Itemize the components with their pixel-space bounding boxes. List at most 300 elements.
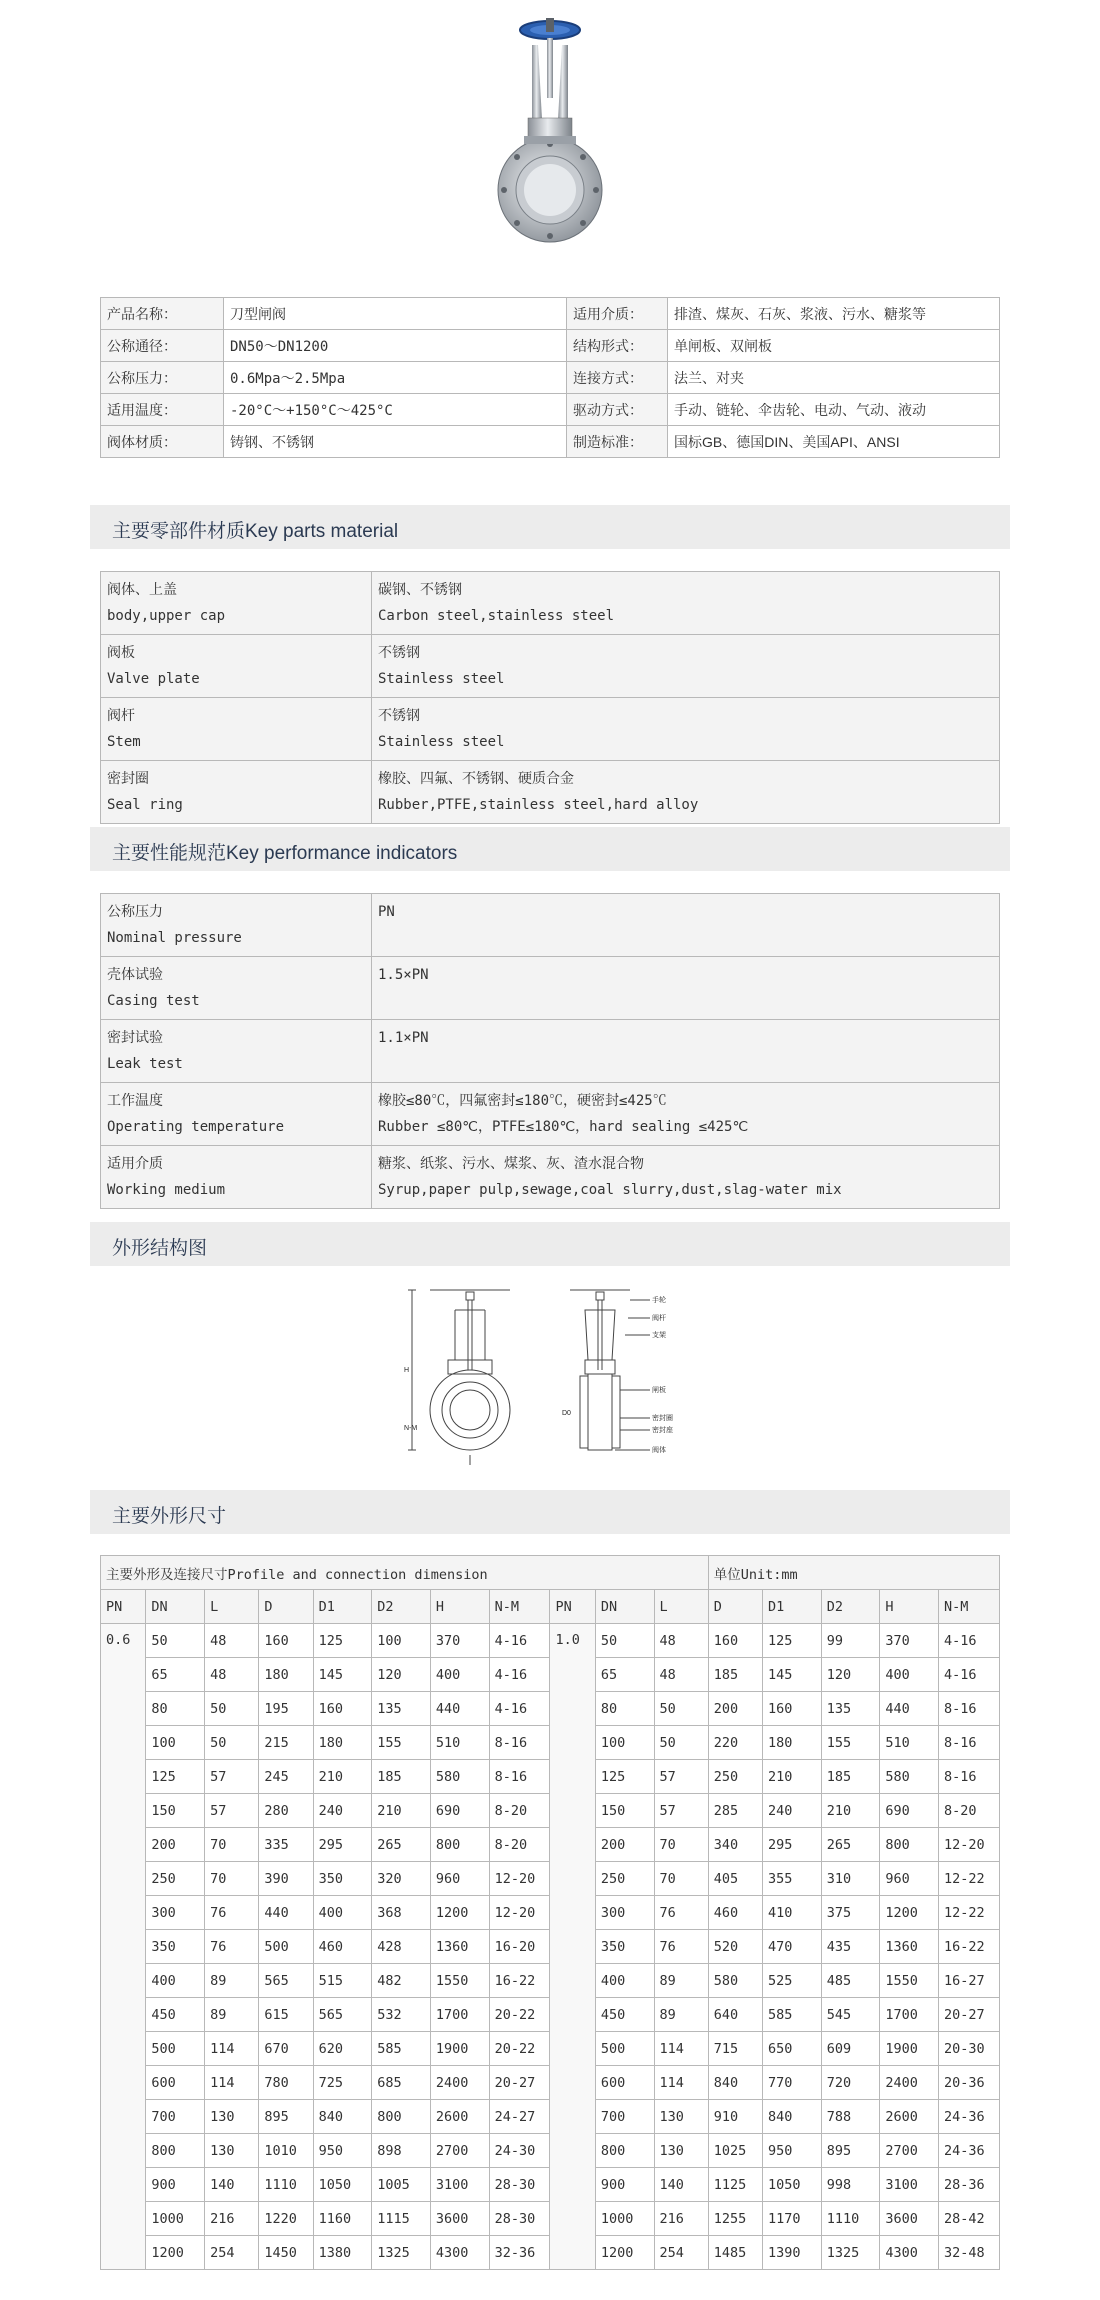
dimension-cell: 910 <box>708 2100 762 2134</box>
dimension-cell: 160 <box>763 1692 822 1726</box>
performance-label-cell <box>101 957 372 1020</box>
spec-label: 连接方式： <box>567 362 668 394</box>
dimension-cell: 4300 <box>430 2236 489 2270</box>
materials-label-en: body,upper cap <box>107 608 226 624</box>
table-row <box>101 298 1000 330</box>
dimension-cell: 216 <box>205 2202 259 2236</box>
dimension-cell: 8-16 <box>939 1726 1000 1760</box>
dimension-cell: 450 <box>595 1998 654 2032</box>
dimension-cell: 895 <box>259 2100 313 2134</box>
performance-label-zh: 工作温度 <box>107 1093 163 1109</box>
dimension-cell: 500 <box>146 2032 205 2066</box>
dimension-cell: 195 <box>259 1692 313 1726</box>
dimension-cell: 1200 <box>880 1896 939 1930</box>
dimension-cell: 32-48 <box>939 2236 1000 2270</box>
pn-cell: 1.0 <box>550 1624 595 2270</box>
dimension-cell: 4-16 <box>489 1624 550 1658</box>
section-title: 外形结构图 <box>112 1238 208 1259</box>
dimension-cell: 1485 <box>708 2236 762 2270</box>
dimension-cell: 114 <box>654 2032 708 2066</box>
dimension-cell: 1005 <box>372 2168 431 2202</box>
dimension-cell: 140 <box>205 2168 259 2202</box>
dimension-cell: 1125 <box>708 2168 762 2202</box>
dimension-cell: 285 <box>708 1794 762 1828</box>
dimension-cell: 515 <box>313 1964 372 1998</box>
performance-value-zh: 1.1×PN <box>378 1030 429 1046</box>
dimension-cell: 65 <box>595 1658 654 1692</box>
spec-label: 产品名称： <box>101 298 224 330</box>
performance-label-cell <box>101 1146 372 1209</box>
dimension-cell: 8-16 <box>939 1692 1000 1726</box>
dimension-cell: 50 <box>654 1692 708 1726</box>
spec-value: 国标GB、德国DIN、美国API、ANSI <box>668 426 1000 458</box>
performance-value-cell <box>372 1083 1000 1146</box>
dimension-cell: 254 <box>205 2236 259 2270</box>
column-header: N-M <box>939 1590 1000 1624</box>
dimension-cell: 640 <box>708 1998 762 2032</box>
part-label-bracket: 支架 <box>652 1332 666 1339</box>
dimension-cell: 4-16 <box>489 1658 550 1692</box>
dimension-cell: 160 <box>313 1692 372 1726</box>
dimension-cell: 8-20 <box>489 1828 550 1862</box>
column-header: D1 <box>763 1590 822 1624</box>
spec-value: 单闸板、双闸板 <box>668 330 1000 362</box>
dimension-cell: 355 <box>763 1862 822 1896</box>
dimension-cell: 130 <box>205 2100 259 2134</box>
materials-value-en: Stainless steel <box>378 671 505 687</box>
materials-label-cell <box>101 635 372 698</box>
dimension-cell: 2400 <box>880 2066 939 2100</box>
dimension-cell: 8-16 <box>939 1760 1000 1794</box>
dimension-cell: 155 <box>821 1726 880 1760</box>
dimension-cell: 28-42 <box>939 2202 1000 2236</box>
section-title: 主要零部件材质Key parts material <box>112 521 399 542</box>
dimension-cell: 125 <box>763 1624 822 1658</box>
performance-label-cell <box>101 1020 372 1083</box>
dimension-cell: 20-27 <box>939 1998 1000 2032</box>
dimension-cell: 76 <box>654 1896 708 1930</box>
spec-value: DN50～DN1200 <box>224 330 567 362</box>
dimension-cell: 350 <box>146 1930 205 1964</box>
column-header: D2 <box>372 1590 431 1624</box>
dimension-cell: 520 <box>708 1930 762 1964</box>
table-row <box>101 957 1000 1020</box>
dimension-cell: 89 <box>205 1964 259 1998</box>
spec-label: 公称压力： <box>101 362 224 394</box>
dimension-cell: 250 <box>595 1862 654 1896</box>
dimension-cell: 20-36 <box>939 2066 1000 2100</box>
dimension-cell: 1200 <box>430 1896 489 1930</box>
dimension-cell: 1200 <box>146 2236 205 2270</box>
dimension-cell: 24-30 <box>489 2134 550 2168</box>
part-label-body: 阀体 <box>652 1447 666 1454</box>
dimension-cell: 50 <box>205 1726 259 1760</box>
dimension-cell: 565 <box>313 1998 372 2032</box>
dimension-cell: 950 <box>763 2134 822 2168</box>
dimension-cell: 215 <box>259 1726 313 1760</box>
dimension-cell: 48 <box>654 1658 708 1692</box>
dimension-cell: 725 <box>313 2066 372 2100</box>
performance-value-cell <box>372 894 1000 957</box>
materials-label-en: Stem <box>107 734 141 750</box>
performance-value-cell <box>372 957 1000 1020</box>
dimension-cell: 350 <box>313 1862 372 1896</box>
dimension-cell: 1900 <box>430 2032 489 2066</box>
dimension-cell: 400 <box>880 1658 939 1692</box>
dimension-cell: 240 <box>763 1794 822 1828</box>
dimension-cell: 1010 <box>259 2134 313 2168</box>
materials-value-zh: 不锈钢 <box>378 645 420 661</box>
table-row <box>101 635 1000 698</box>
dimension-cell: 310 <box>821 1862 880 1896</box>
dimension-cell: 70 <box>205 1862 259 1896</box>
section-header-structure <box>90 1222 1010 1266</box>
column-header: H <box>430 1590 489 1624</box>
table-row <box>101 426 1000 458</box>
dim-label-nm: N-M <box>404 1425 418 1432</box>
dimension-cell: 370 <box>880 1624 939 1658</box>
dimension-cell: 1000 <box>146 2202 205 2236</box>
performance-label-zh: 壳体试验 <box>107 967 163 983</box>
dimension-cell: 440 <box>430 1692 489 1726</box>
spec-value: 法兰、对夹 <box>668 362 1000 394</box>
dimension-cell: 390 <box>259 1862 313 1896</box>
dimension-cell: 1550 <box>430 1964 489 1998</box>
dimension-cell: 4-16 <box>489 1692 550 1726</box>
dimension-cell: 690 <box>880 1794 939 1828</box>
dimension-cell: 320 <box>372 1862 431 1896</box>
dimension-cell: 145 <box>763 1658 822 1692</box>
dimension-cell: 254 <box>654 2236 708 2270</box>
dimension-cell: 898 <box>372 2134 431 2168</box>
dimension-cell: 250 <box>146 1862 205 1896</box>
dimension-cell: 57 <box>654 1760 708 1794</box>
dimension-cell: 525 <box>763 1964 822 1998</box>
dimension-cell: 370 <box>430 1624 489 1658</box>
performance-table <box>100 893 1000 1209</box>
dimension-cell: 125 <box>313 1624 372 1658</box>
dimension-cell: 500 <box>595 2032 654 2066</box>
dim-label-d0: D0 <box>562 1410 571 1417</box>
table-row <box>101 698 1000 761</box>
dimension-cell: 80 <box>146 1692 205 1726</box>
dimension-cell: 295 <box>763 1828 822 1862</box>
dimension-cell: 960 <box>430 1862 489 1896</box>
dimension-cell: 840 <box>708 2066 762 2100</box>
dimension-cell: 20-27 <box>489 2066 550 2100</box>
dimension-cell: 220 <box>708 1726 762 1760</box>
spec-label: 公称通径： <box>101 330 224 362</box>
spec-value: 手动、链轮、伞齿轮、电动、气动、液动 <box>668 394 1000 426</box>
dimension-cell: 295 <box>313 1828 372 1862</box>
dimension-cell: 76 <box>205 1930 259 1964</box>
dimension-cell: 16-20 <box>489 1930 550 1964</box>
dimension-cell: 28-36 <box>939 2168 1000 2202</box>
spec-label: 驱动方式： <box>567 394 668 426</box>
dimension-cell: 620 <box>313 2032 372 2066</box>
dimension-cell: 8-16 <box>489 1726 550 1760</box>
dimension-cell: 114 <box>205 2066 259 2100</box>
dimension-cell: 585 <box>763 1998 822 2032</box>
dimension-cell: 70 <box>205 1828 259 1862</box>
dimension-cell: 1110 <box>259 2168 313 2202</box>
dimension-cell: 895 <box>821 2134 880 2168</box>
dimension-cell: 160 <box>708 1624 762 1658</box>
column-header: N-M <box>489 1590 550 1624</box>
dimension-cell: 1360 <box>880 1930 939 1964</box>
dimension-cell: 28-30 <box>489 2202 550 2236</box>
dimension-cell: 435 <box>821 1930 880 1964</box>
dimension-cell: 240 <box>313 1794 372 1828</box>
dimension-cell: 1000 <box>595 2202 654 2236</box>
dimension-cell: 80 <box>595 1692 654 1726</box>
part-label-seat: 密封座 <box>652 1427 673 1434</box>
dimension-cell: 800 <box>880 1828 939 1862</box>
dimension-unit: 单位Unit:mm <box>708 1556 999 1590</box>
dimension-cell: 609 <box>821 2032 880 2066</box>
materials-label-cell <box>101 698 372 761</box>
column-header: PN <box>101 1590 146 1624</box>
dimension-cell: 1700 <box>880 1998 939 2032</box>
materials-table <box>100 571 1000 824</box>
dimension-cell: 12-20 <box>489 1862 550 1896</box>
dimension-cell: 12-20 <box>939 1828 1000 1862</box>
dimension-cell: 12-22 <box>939 1862 1000 1896</box>
dimension-cell: 48 <box>205 1658 259 1692</box>
table-row <box>101 1146 1000 1209</box>
dimension-cell: 685 <box>372 2066 431 2100</box>
spec-value: 0.6Mpa～2.5Mpa <box>224 362 567 394</box>
dimension-cell: 4300 <box>880 2236 939 2270</box>
dimension-cell: 20-22 <box>489 1998 550 2032</box>
materials-label-zh: 阀板 <box>107 645 135 661</box>
materials-label-en: Valve plate <box>107 671 200 687</box>
dimension-cell: 150 <box>595 1794 654 1828</box>
part-label-gate: 闸板 <box>652 1387 666 1394</box>
dimension-cell: 1110 <box>821 2202 880 2236</box>
dimension-cell: 100 <box>595 1726 654 1760</box>
dimension-cell: 1360 <box>430 1930 489 1964</box>
dimension-cell: 245 <box>259 1760 313 1794</box>
materials-label-zh: 阀杆 <box>107 708 135 724</box>
dimension-cell: 70 <box>654 1862 708 1896</box>
dimension-cell: 130 <box>205 2134 259 2168</box>
dimension-cell: 800 <box>146 2134 205 2168</box>
dimension-cell: 998 <box>821 2168 880 2202</box>
dimension-cell: 428 <box>372 1930 431 1964</box>
dimension-cell: 89 <box>205 1998 259 2032</box>
dimension-cell: 2400 <box>430 2066 489 2100</box>
column-header: D1 <box>313 1590 372 1624</box>
dimension-cell: 50 <box>595 1624 654 1658</box>
dimension-cell: 180 <box>313 1726 372 1760</box>
dimension-cell: 700 <box>595 2100 654 2134</box>
dimension-cell: 720 <box>821 2066 880 2100</box>
dimension-cell: 24-27 <box>489 2100 550 2134</box>
dimension-cell: 950 <box>313 2134 372 2168</box>
dimension-cell: 1050 <box>313 2168 372 2202</box>
dimension-cell: 210 <box>763 1760 822 1794</box>
part-label-handwheel: 手轮 <box>652 1297 666 1304</box>
spec-value: 刀型闸阀 <box>224 298 567 330</box>
dimension-cell: 440 <box>880 1692 939 1726</box>
dimension-cell: 130 <box>654 2100 708 2134</box>
performance-label-zh: 适用介质 <box>107 1156 163 1172</box>
table-row <box>101 1590 1000 1624</box>
dimension-cell: 485 <box>821 1964 880 1998</box>
section-header-materials <box>90 505 1010 549</box>
section-title: 主要外形尺寸 <box>112 1506 227 1527</box>
dimension-cell: 3100 <box>430 2168 489 2202</box>
dimension-cell: 500 <box>259 1930 313 1964</box>
dimension-cell: 89 <box>654 1998 708 2032</box>
dimension-cell: 57 <box>654 1794 708 1828</box>
materials-value-en: Rubber,PTFE,stainless steel,hard alloy <box>378 797 699 813</box>
dimension-cell: 2700 <box>880 2134 939 2168</box>
dimension-cell: 1450 <box>259 2236 313 2270</box>
dimension-cell: 100 <box>146 1726 205 1760</box>
column-header: L <box>205 1590 259 1624</box>
table-row <box>101 1556 1000 1590</box>
dimension-cell: 840 <box>313 2100 372 2134</box>
table-row <box>101 761 1000 824</box>
column-header: L <box>654 1590 708 1624</box>
dimension-cell: 482 <box>372 1964 431 1998</box>
spec-value: 铸钢、不锈钢 <box>224 426 567 458</box>
dimension-cell: 265 <box>372 1828 431 1862</box>
dimension-cell: 216 <box>654 2202 708 2236</box>
spec-label: 结构形式： <box>567 330 668 362</box>
dimension-cell: 145 <box>313 1658 372 1692</box>
dimension-cell: 185 <box>708 1658 762 1692</box>
materials-value-cell <box>372 572 1000 635</box>
materials-value-zh: 橡胶、四氟、不锈钢、硬质合金 <box>378 771 574 787</box>
dimension-cell: 440 <box>259 1896 313 1930</box>
dimension-cell: 532 <box>372 1998 431 2032</box>
dimension-cell: 800 <box>595 2134 654 2168</box>
dimension-cell: 1050 <box>763 2168 822 2202</box>
column-header: H <box>880 1590 939 1624</box>
dimension-cell: 160 <box>259 1624 313 1658</box>
dimension-cell: 135 <box>821 1692 880 1726</box>
dimension-cell: 715 <box>708 2032 762 2066</box>
dimension-cell: 400 <box>430 1658 489 1692</box>
performance-label-en: Casing test <box>107 993 200 1009</box>
materials-label-en: Seal ring <box>107 797 183 813</box>
dimension-cell: 114 <box>205 2032 259 2066</box>
dimension-cell: 57 <box>205 1794 259 1828</box>
dimension-cell: 900 <box>595 2168 654 2202</box>
dimension-cell: 400 <box>595 1964 654 1998</box>
dimension-cell: 16-22 <box>939 1930 1000 1964</box>
table-row <box>101 1020 1000 1083</box>
performance-value-cell <box>372 1146 1000 1209</box>
column-header: DN <box>146 1590 205 1624</box>
structure-drawing <box>400 1280 700 1470</box>
dimension-cell: 180 <box>259 1658 313 1692</box>
dimension-cell: 32-36 <box>489 2236 550 2270</box>
dimension-title: 主要外形及连接尺寸Profile and connection dimension <box>101 1556 709 1590</box>
dimension-cell: 3600 <box>880 2202 939 2236</box>
table-row <box>101 330 1000 362</box>
dimension-cell: 4-16 <box>939 1658 1000 1692</box>
column-header: D <box>708 1590 762 1624</box>
dimension-cell: 400 <box>313 1896 372 1930</box>
dimension-cell: 180 <box>763 1726 822 1760</box>
materials-label-zh: 阀体、上盖 <box>107 582 177 598</box>
dimension-cell: 8-20 <box>489 1794 550 1828</box>
dimension-cell: 840 <box>763 2100 822 2134</box>
dimension-cell: 120 <box>821 1658 880 1692</box>
dimension-cell: 12-20 <box>489 1896 550 1930</box>
dimension-cell: 2600 <box>430 2100 489 2134</box>
dimension-cell: 28-30 <box>489 2168 550 2202</box>
dimension-cell: 1325 <box>372 2236 431 2270</box>
dimension-cell: 405 <box>708 1862 762 1896</box>
dimension-cell: 100 <box>372 1624 431 1658</box>
dimension-cell: 1550 <box>880 1964 939 1998</box>
table-row <box>101 394 1000 426</box>
dimension-cell: 450 <box>146 1998 205 2032</box>
dimension-cell: 1700 <box>430 1998 489 2032</box>
materials-label-cell <box>101 572 372 635</box>
section-title: 主要性能规范Key performance indicators <box>112 843 458 864</box>
dimension-cell: 3100 <box>880 2168 939 2202</box>
dimension-cell: 265 <box>821 1828 880 1862</box>
performance-value-zh: 1.5×PN <box>378 967 429 983</box>
performance-label-zh: 公称压力 <box>107 904 163 920</box>
performance-label-en: Leak test <box>107 1056 183 1072</box>
dimension-cell: 200 <box>595 1828 654 1862</box>
dimension-cell: 1325 <box>821 2236 880 2270</box>
table-row <box>101 1083 1000 1146</box>
dimension-cell: 400 <box>146 1964 205 1998</box>
dimension-cell: 20-30 <box>939 2032 1000 2066</box>
dimension-cell: 580 <box>430 1760 489 1794</box>
dimension-cell: 70 <box>654 1828 708 1862</box>
spec-label: 适用介质： <box>567 298 668 330</box>
dimension-cell: 340 <box>708 1828 762 1862</box>
dimension-cell: 1200 <box>595 2236 654 2270</box>
dimension-cell: 57 <box>205 1760 259 1794</box>
pn-cell: 0.6 <box>101 1624 146 2270</box>
materials-value-en: Stainless steel <box>378 734 505 750</box>
dimension-cell: 8-20 <box>939 1794 1000 1828</box>
dimension-cell: 99 <box>821 1624 880 1658</box>
dimension-cell: 125 <box>595 1760 654 1794</box>
performance-value-zh: 橡胶≤80℃，四氟密封≤180℃，硬密封≤425℃ <box>378 1093 667 1109</box>
dimension-cell: 600 <box>595 2066 654 2100</box>
spec-value: -20°C～+150°C～425°C <box>224 394 567 426</box>
dimension-cell: 545 <box>821 1998 880 2032</box>
dimension-cell: 410 <box>763 1896 822 1930</box>
dimension-cell: 76 <box>654 1930 708 1964</box>
spec-label: 阀体材质： <box>101 426 224 458</box>
dimension-cell: 20-22 <box>489 2032 550 2066</box>
dimension-cell: 135 <box>372 1692 431 1726</box>
dimension-cell: 800 <box>430 1828 489 1862</box>
performance-value-zh: 糖浆、纸浆、污水、煤浆、灰、渣水混合物 <box>378 1156 644 1172</box>
materials-label-zh: 密封圈 <box>107 771 149 787</box>
column-header: D <box>259 1590 313 1624</box>
dimension-cell: 2600 <box>880 2100 939 2134</box>
dimension-cell: 900 <box>146 2168 205 2202</box>
dimension-cell: 130 <box>654 2134 708 2168</box>
materials-label-cell <box>101 761 372 824</box>
dimension-cell: 89 <box>654 1964 708 1998</box>
knife-gate-valve-image <box>480 10 620 265</box>
dimension-cell: 65 <box>146 1658 205 1692</box>
